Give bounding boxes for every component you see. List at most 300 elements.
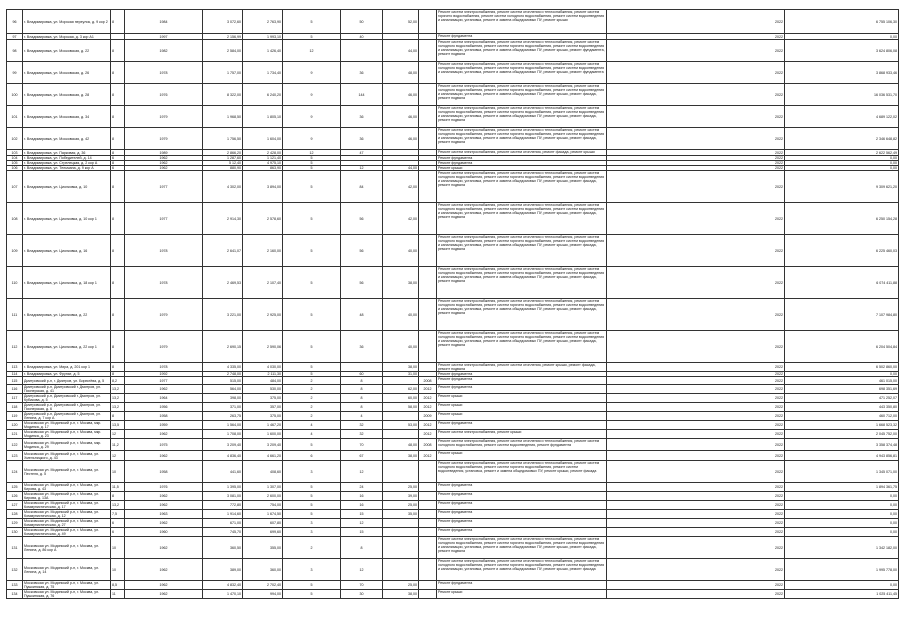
cell-row-number: 113 [7, 363, 23, 372]
cell-floors: 5 [283, 439, 341, 451]
cell-build-year: 1958 [125, 461, 203, 483]
cell-row-number: 129 [7, 519, 23, 528]
cell-total-area: 880,90 [203, 166, 243, 171]
cell-address: Дмитровский р-н, г. Дмитров, ул. Бирюлёва, д. 5 [23, 377, 111, 385]
cell-repair-works: Ремонт систем электроснабжения, ремонт систем отопления и теплоснабжения, ремонт систем холодного водоснабжения, ремонт систем горячего водоснабжения, ремонт систем водоотведения, установка, ремонт и замена общедомовых ПУ, ремонт крыши, ремонт фасада [437, 461, 607, 483]
table-row [7, 40, 899, 62]
cell-total-area: 3 081,00 [203, 492, 243, 501]
cell-wear-percent: 38,00 [383, 267, 419, 299]
cell-apartments: 12 [341, 519, 383, 528]
cell-address: г. Владимировка, ул. Циолковка, д. 22 [23, 299, 111, 331]
cell-total-area: 1 708,00 [203, 430, 243, 439]
cell-wall-material: 10 [111, 461, 125, 483]
cell-row-number: 101 [7, 106, 23, 128]
cell-apartments: 16 [341, 492, 383, 501]
cell-address: г. Владимировка, ул. Московская, д. 26 [23, 62, 111, 84]
cell-plan-year: 2022 [607, 501, 785, 510]
cell-last-repair-year [419, 40, 437, 62]
cell-wall-material: 8 [111, 106, 125, 128]
cell-plan-year: 2022 [607, 299, 785, 331]
cell-floors: 3 [283, 559, 341, 581]
cell-address: г. Владимировка, ул. Московская, д. 42 [23, 128, 111, 150]
cell-living-area: 4 030,00 [243, 363, 283, 372]
cell-plan-year: 2022 [607, 492, 785, 501]
cell-wall-material: 8 [111, 161, 125, 166]
cell-address: Московская ул. Модинский р-н, г. Москва, мкр. Модинка, д. 23 [23, 430, 111, 439]
cell-last-repair-year [419, 559, 437, 581]
cell-plan-year: 2022 [607, 372, 785, 377]
cell-wear-percent: 48,00 [383, 439, 419, 451]
cell-living-area: 2 107,40 [243, 267, 283, 299]
cell-living-area: 360,00 [243, 559, 283, 581]
table-row [7, 501, 899, 510]
cell-floors: 12 [283, 150, 341, 156]
cell-total-area: 2 469,53 [203, 267, 243, 299]
cell-repair-cost: 0,00 [785, 492, 899, 501]
cell-living-area: 375,00 [243, 394, 283, 403]
cell-repair-cost: 6 755 106,30 [785, 10, 899, 34]
cell-repair-cost: 0,00 [785, 510, 899, 519]
cell-repair-works: Ремонт фундамента [437, 528, 607, 537]
cell-wear-percent: 25,00 [383, 581, 419, 590]
cell-total-area: 8 322,00 [203, 84, 243, 106]
cell-apartments: 70 [341, 581, 383, 590]
cell-repair-cost: 1 995 778,00 [785, 559, 899, 581]
cell-living-area: 2 600,00 [243, 492, 283, 501]
table-row [7, 403, 899, 412]
cell-repair-works: Ремонт систем электроснабжения, ремонт крыши [437, 430, 607, 439]
cell-build-year: 1962 [125, 166, 203, 171]
cell-floors: 2 [283, 537, 341, 559]
cell-living-area: 754,00 [243, 501, 283, 510]
cell-repair-works: Ремонт фундамента [437, 581, 607, 590]
cell-total-area: 2 641,07 [203, 235, 243, 267]
cell-total-area: 5 12,40 [203, 161, 243, 166]
cell-total-area: 4 302,00 [203, 171, 243, 203]
cell-total-area: 1 564,00 [203, 421, 243, 430]
cell-living-area: 2 590,06 [243, 331, 283, 363]
cell-total-area: 1 395,00 [203, 483, 243, 492]
cell-plan-year: 2022 [607, 377, 785, 385]
cell-living-area: 3 209,40 [243, 439, 283, 451]
cell-living-area: 6 240,20 [243, 84, 283, 106]
cell-living-area: 2 763,90 [243, 10, 283, 34]
cell-apartments: 12 [341, 559, 383, 581]
cell-address: Московская ул. Модинский р-н, г. Москва, ул. Коммунистическая, д. 17 [23, 501, 111, 510]
cell-address: Дмитровский р-н, Дмитровский г. Дмитров, ул. Пионерская, д. 41 [23, 385, 111, 394]
cell-build-year: 1962 [125, 156, 203, 161]
cell-row-number: 114 [7, 372, 23, 377]
cell-wall-material: 13,2 [111, 501, 125, 510]
cell-build-year: 1977 [125, 377, 203, 385]
cell-total-area: 772,80 [203, 501, 243, 510]
cell-living-area: 1 426,40 [243, 40, 283, 62]
cell-wear-percent: 38,00 [383, 590, 419, 599]
cell-address: Московская ул. Модинский р-н, г. Москва, ул. Коммунистическая, д. 49 [23, 528, 111, 537]
cell-build-year: 1962 [125, 492, 203, 501]
cell-wall-material: 8 [111, 412, 125, 421]
cell-row-number: 118 [7, 403, 23, 412]
cell-wall-material: 8 [111, 235, 125, 267]
cell-last-repair-year [419, 299, 437, 331]
cell-wall-material: 8 [111, 372, 125, 377]
cell-last-repair-year [419, 501, 437, 510]
cell-apartments: 8 [341, 394, 383, 403]
cell-repair-cost: 16 036 531,70 [785, 84, 899, 106]
cell-total-area: 745,70 [203, 528, 243, 537]
cell-repair-works: Ремонт систем электроснабжения, ремонт систем отопления и теплоснабжения, ремонт систем холодного водоснабжения, ремонт систем горячего водоснабжения, ремонт систем водоотведения и канализации, установка, ремонт и замена общедомовых ПУ, ремонт крыши, ремонт фасада [437, 559, 607, 581]
cell-plan-year: 2022 [607, 519, 785, 528]
cell-repair-works: Ремонт систем электроснабжения, ремонт систем отопления, ремонт крыши, ремонт фасада, ремонт подвала [437, 363, 607, 372]
cell-row-number: 133 [7, 581, 23, 590]
cell-address: Дмитровский р-н, Дмитровский г. Дмитров, ул. Кубикова, д. 5 [23, 394, 111, 403]
cell-apartments: 50 [341, 10, 383, 34]
cell-repair-cost: 1 342 182,00 [785, 537, 899, 559]
cell-address: г. Владимировка, ул. Стрелецкая, д. 2 кор А [23, 161, 111, 166]
cell-wall-material: 8 [111, 40, 125, 62]
cell-wear-percent: 40,00 [383, 331, 419, 363]
cell-living-area: 484,00 [243, 377, 283, 385]
cell-total-area: 3 221,00 [203, 299, 243, 331]
table-row [7, 10, 899, 34]
cell-plan-year: 2022 [607, 84, 785, 106]
cell-address: г. Владимировка, ул. Тельмана, д. 9 кор А [23, 166, 111, 171]
cell-row-number: 96 [7, 10, 23, 34]
table-row [7, 451, 899, 461]
cell-row-number: 132 [7, 559, 23, 581]
cell-apartments: 144 [341, 84, 383, 106]
cell-repair-cost: 1 025 411,45 [785, 590, 899, 599]
cell-floors: 5 [283, 235, 341, 267]
cell-address: г. Владимировка, ул. Парковая, д. 36 [23, 150, 111, 156]
cell-last-repair-year [419, 581, 437, 590]
cell-repair-cost: 2 346 648,82 [785, 128, 899, 150]
cell-plan-year: 2022 [607, 451, 785, 461]
cell-apartments: 8 [341, 537, 383, 559]
cell-living-area: 699,60 [243, 528, 283, 537]
cell-living-area: 2 111,30 [243, 372, 283, 377]
cell-last-repair-year [419, 363, 437, 372]
cell-build-year: 1962 [125, 559, 203, 581]
cell-repair-works: Ремонт крыши [437, 403, 607, 412]
cell-address: Московская ул. Модинский р-н, г. Москва, ул. Пушкинская, д. 75 [23, 581, 111, 590]
cell-floors: 5 [283, 590, 341, 599]
cell-row-number: 115 [7, 377, 23, 385]
cell-address: г. Владимировка, ул. Циолковка, д. 10 кор 1 [23, 203, 111, 235]
cell-floors: 4 [283, 430, 341, 439]
cell-apartments: 70 [341, 439, 383, 451]
cell-repair-cost: 1 345 071,00 [785, 461, 899, 483]
cell-address: Дмитровский р-н, Дмитровский г. Дмитров, ул. Ленина, д. 7 кор А [23, 412, 111, 421]
cell-wear-percent: 42,00 [383, 203, 419, 235]
cell-build-year: 1962 [125, 161, 203, 166]
cell-total-area: 2 584,00 [203, 40, 243, 62]
cell-last-repair-year [419, 84, 437, 106]
cell-build-year: 1959 [125, 421, 203, 430]
cell-row-number: 112 [7, 331, 23, 363]
cell-repair-cost: 3 358 374,48 [785, 439, 899, 451]
cell-repair-cost: 2 622 562,49 [785, 150, 899, 156]
cell-repair-works: Ремонт систем электроснабжения, ремонт систем отопления и теплоснабжения, ремонт систем холодного водоснабжения, ремонт систем водоотведения, ремонт фундамента [437, 439, 607, 451]
cell-apartments: 56 [341, 267, 383, 299]
cell-row-number: 100 [7, 84, 23, 106]
cell-apartments: 24 [341, 483, 383, 492]
cell-plan-year: 2022 [607, 62, 785, 84]
cell-plan-year: 2022 [607, 421, 785, 430]
cell-floors: 5 [283, 363, 341, 372]
cell-build-year: 1984 [125, 10, 203, 34]
cell-plan-year: 2022 [607, 34, 785, 40]
cell-repair-works: Ремонт фундамента [437, 156, 607, 161]
cell-row-number: 122 [7, 439, 23, 451]
cell-floors: 5 [283, 161, 341, 166]
cell-wall-material: 13,5 [111, 421, 125, 430]
cell-living-area: 2 578,60 [243, 203, 283, 235]
table-row [7, 439, 899, 451]
table-row [7, 171, 899, 203]
table-row [7, 421, 899, 430]
cell-row-number: 124 [7, 461, 23, 483]
cell-wear-percent: 60,00 [383, 394, 419, 403]
cell-wall-material: 8 [111, 171, 125, 203]
table-row [7, 299, 899, 331]
cell-wall-material: 8 [111, 203, 125, 235]
cell-address: г. Владимировка, ул. Циолковка, д. 16 [23, 235, 111, 267]
cell-row-number: 103 [7, 150, 23, 156]
cell-plan-year: 2022 [607, 171, 785, 203]
cell-total-area: 1 757,00 [203, 62, 243, 84]
cell-plan-year: 2022 [607, 10, 785, 34]
cell-wear-percent: 48,00 [383, 62, 419, 84]
cell-plan-year: 2022 [607, 156, 785, 161]
cell-apartments: 47 [341, 150, 383, 156]
cell-wear-percent: 58,00 [383, 403, 419, 412]
cell-repair-works: Ремонт фундамента [437, 483, 607, 492]
cell-total-area: 671,00 [203, 519, 243, 528]
cell-wall-material: 11 [111, 590, 125, 599]
cell-build-year: 1979 [125, 331, 203, 363]
cell-living-area: 2 925,00 [243, 299, 283, 331]
cell-floors: 2 [283, 403, 341, 412]
cell-wear-percent: 38,00 [383, 363, 419, 372]
cell-build-year: 1962 [125, 537, 203, 559]
cell-last-repair-year [419, 331, 437, 363]
cell-floors: 5 [283, 510, 341, 519]
cell-row-number: 109 [7, 235, 23, 267]
cell-repair-cost: 460 712,00 [785, 412, 899, 421]
cell-repair-cost: 6 074 411,88 [785, 267, 899, 299]
cell-repair-cost: 1 894 361,75 [785, 483, 899, 492]
cell-repair-works: Ремонт систем электроснабжения, ремонт систем отопления и теплоснабжения, ремонт систем горячего водоснабжения, ремонт систем холодного водоснабжения, ремонт систем водоотведения и канализации, установка, ремонт и замена общедомовых ПУ, ремонт крыши [437, 10, 607, 34]
table-row [7, 510, 899, 519]
cell-wall-material: 6 [111, 528, 125, 537]
table-row [7, 461, 899, 483]
cell-apartments: 15 [341, 510, 383, 519]
cell-living-area: 2 428,00 [243, 150, 283, 156]
cell-repair-cost: 698 351,69 [785, 385, 899, 394]
cell-apartments: 4 [341, 412, 383, 421]
cell-apartments: 36 [341, 62, 383, 84]
table-row [7, 590, 899, 599]
cell-wall-material: 13,2 [111, 385, 125, 394]
table-row [7, 267, 899, 299]
cell-wear-percent: 25,00 [383, 483, 419, 492]
cell-wear-percent: 52,00 [383, 10, 419, 34]
cell-build-year: 1979 [125, 128, 203, 150]
cell-repair-works: Ремонт систем электроснабжения, ремонт систем отопления и теплоснабжения, ремонт систем холодного водоснабжения, ремонт систем горячего водоснабжения, ремонт систем водоотведения и канализации, установка, ремонт и замена общедомовых ПУ, ремонт крыши, ремонт фасада, ремонт подвала [437, 203, 607, 235]
cell-address: г. Владимировка, ул. Победителей, д. 14 [23, 156, 111, 161]
cell-repair-works: Ремонт систем электроснабжения, ремонт систем отопления и теплоснабжения, ремонт систем холодного водоснабжения, ремонт систем горячего водоснабжения, ремонт систем водоотведения и канализации, установка, ремонт и замена общедомовых ПУ, ремонт крыши, ремонт фасада, ремонт подвала [437, 331, 607, 363]
cell-floors: 5 [283, 581, 341, 590]
cell-build-year: 1958 [125, 412, 203, 421]
table-row [7, 128, 899, 150]
cell-address: Московская ул. Модинский р-н, г. Москва, ул. Ленина, д. 14 [23, 559, 111, 581]
cell-plan-year: 2022 [607, 161, 785, 166]
cell-repair-cost: 3 624 806,08 [785, 40, 899, 62]
cell-repair-cost: 0,00 [785, 519, 899, 528]
cell-repair-cost: 443 350,80 [785, 403, 899, 412]
cell-apartments: 12 [341, 166, 383, 171]
cell-last-repair-year [419, 267, 437, 299]
cell-total-area: 398,00 [203, 394, 243, 403]
cell-plan-year: 2022 [607, 403, 785, 412]
cell-floors: 3 [283, 519, 341, 528]
cell-repair-cost: 0,00 [785, 501, 899, 510]
cell-living-area: 1 307,00 [243, 483, 283, 492]
cell-plan-year: 2022 [607, 590, 785, 599]
cell-address: г. Владимировка, ул. Московская, д. 22 [23, 40, 111, 62]
cell-build-year: 1978 [125, 235, 203, 267]
cell-repair-works: Ремонт фундамента [437, 372, 607, 377]
cell-plan-year: 2022 [607, 267, 785, 299]
cell-last-repair-year: 2008 [419, 439, 437, 451]
cell-last-repair-year [419, 203, 437, 235]
cell-apartments: 32 [341, 430, 383, 439]
cell-address: Московская ул. Модинский р-н, г. Москва, ул. Кирова, д. 43 [23, 483, 111, 492]
cell-living-area: 1 121,40 [243, 156, 283, 161]
table-row [7, 385, 899, 394]
cell-apartments: 16 [341, 501, 383, 510]
cell-wear-percent: 31,00 [383, 372, 419, 377]
cell-wear-percent: 38,00 [383, 451, 419, 461]
cell-wall-material: 10 [111, 537, 125, 559]
cell-repair-cost: 7 107 984,80 [785, 299, 899, 331]
cell-last-repair-year [419, 519, 437, 528]
cell-wall-material: 11,2 [111, 439, 125, 451]
cell-floors: 3 [283, 528, 341, 537]
cell-wall-material: 11,5 [111, 483, 125, 492]
cell-repair-works: Ремонт фундамента [437, 385, 607, 394]
cell-wear-percent: 62,00 [383, 385, 419, 394]
cell-repair-works: Ремонт систем электроснабжения, ремонт систем отопления и теплоснабжения, ремонт систем холодного водоснабжения, ремонт систем горячего водоснабжения, ремонт систем водоотведения и канализации, установка, ремонт и замена общедомовых ПУ, ремонт крыши, ремонт фундамента, ремонт подвала [437, 40, 607, 62]
cell-repair-works: Ремонт систем электроснабжения, ремонт систем отопления и теплоснабжения, ремонт систем холодного водоснабжения, ремонт систем горячего водоснабжения, ремонт систем водоотведения и канализации, установка, ремонт и замена общедомовых ПУ, ремонт крыши, ремонт фундамента [437, 62, 607, 84]
cell-wear-percent: 53,00 [383, 421, 419, 430]
cell-last-repair-year [419, 528, 437, 537]
cell-plan-year: 2022 [607, 528, 785, 537]
table-row [7, 203, 899, 235]
cell-apartments: 48 [341, 299, 383, 331]
cell-build-year: 1964 [125, 394, 203, 403]
cell-total-area: 515,00 [203, 377, 243, 385]
cell-plan-year: 2022 [607, 461, 785, 483]
cell-apartments [341, 363, 383, 372]
cell-wall-material: 8 [111, 84, 125, 106]
cell-repair-cost: 9 309 621,20 [785, 171, 899, 203]
cell-apartments: 15 [341, 528, 383, 537]
cell-apartments: 30 [341, 590, 383, 599]
cell-last-repair-year [419, 10, 437, 34]
cell-row-number: 131 [7, 537, 23, 559]
cell-last-repair-year: 2012 [419, 403, 437, 412]
cell-address: г. Владимировка, ул. Циолковка, д. 22 кор 1 [23, 331, 111, 363]
cell-repair-works: Ремонт крыши [437, 451, 607, 461]
cell-repair-cost: 6 250 154,28 [785, 203, 899, 235]
cell-wall-material: 12 [111, 430, 125, 439]
cell-build-year: 1962 [125, 430, 203, 439]
cell-row-number: 116 [7, 385, 23, 394]
cell-living-area: 357,00 [243, 403, 283, 412]
cell-address: г. Владимировка, ул. Мира, д. 201 кор 1 [23, 363, 111, 372]
cell-wear-percent [383, 377, 419, 385]
cell-repair-cost: 6 225 460,03 [785, 235, 899, 267]
cell-plan-year: 2022 [607, 150, 785, 156]
cell-total-area: 3 072,60 [203, 10, 243, 34]
cell-apartments: 32 [341, 421, 383, 430]
cell-plan-year: 2022 [607, 203, 785, 235]
cell-total-area: 564,00 [203, 385, 243, 394]
cell-wall-material: 7,5 [111, 510, 125, 519]
cell-build-year: 1962 [125, 519, 203, 528]
cell-total-area: 2 866,20 [203, 150, 243, 156]
cell-total-area: 2 914,30 [203, 203, 243, 235]
cell-build-year: 1997 [125, 34, 203, 40]
cell-living-area: 2 702,40 [243, 581, 283, 590]
cell-repair-cost: 2 045 752,00 [785, 430, 899, 439]
cell-repair-works: Ремонт систем электроснабжения, ремонт систем отопления и теплоснабжения, ремонт систем холодного водоснабжения, ремонт систем горячего водоснабжения, ремонт систем водоотведения и канализации, установка, ремонт и замена общедомовых ПУ, ремонт крыши, ремонт фасада, ремонт подвала [437, 235, 607, 267]
cell-build-year: 1962 [125, 501, 203, 510]
table-row [7, 581, 899, 590]
cell-total-area: 1 470,10 [203, 590, 243, 599]
cell-repair-cost: 4 943 856,81 [785, 451, 899, 461]
cell-build-year: 1976 [125, 84, 203, 106]
cell-wall-material: 8 [111, 331, 125, 363]
cell-total-area: 1 968,50 [203, 106, 243, 128]
cell-apartments: 67 [341, 451, 383, 461]
cell-floors: 5 [283, 483, 341, 492]
cell-wear-percent [383, 537, 419, 559]
cell-repair-works: Ремонт систем электроснабжения, ремонт систем отопления и теплоснабжения, ремонт систем холодного водоснабжения, ремонт систем горячего водоснабжения, ремонт систем водоотведения и канализации, установка, ремонт и замена общедомовых ПУ, ремонт крыши, ремонт фасада, ремонт подвала [437, 299, 607, 331]
cell-total-area: 4 836,40 [203, 451, 243, 461]
cell-apartments: 84 [341, 171, 383, 203]
cell-address: г. Владимировка, ул. Московская, д. 34 [23, 106, 111, 128]
cell-build-year: 1962 [125, 451, 203, 461]
cell-living-area: 1 805,10 [243, 106, 283, 128]
cell-floors: 5 [283, 171, 341, 203]
cell-wall-material: 8 [111, 10, 125, 34]
cell-wall-material: 13,2 [111, 394, 125, 403]
cell-wear-percent: 40,00 [383, 235, 419, 267]
cell-last-repair-year: 2009 [419, 412, 437, 421]
cell-floors: 5 [283, 501, 341, 510]
cell-plan-year: 2022 [607, 385, 785, 394]
table-body [7, 10, 899, 599]
cell-apartments: 60 [341, 372, 383, 377]
cell-repair-cost: 0,00 [785, 166, 899, 171]
cell-floors: 9 [283, 106, 341, 128]
cell-living-area: 607,80 [243, 519, 283, 528]
cell-wall-material: 8,5 [111, 581, 125, 590]
cell-repair-works: Ремонт систем электроснабжения, ремонт систем отопления и теплоснабжения, ремонт систем холодного водоснабжения, ремонт систем горячего водоснабжения, ремонт систем водоотведения и канализации, установка, ремонт и замена общедомовых ПУ, ремонт крыши, ремонт фасада, ремонт подвала [437, 171, 607, 203]
